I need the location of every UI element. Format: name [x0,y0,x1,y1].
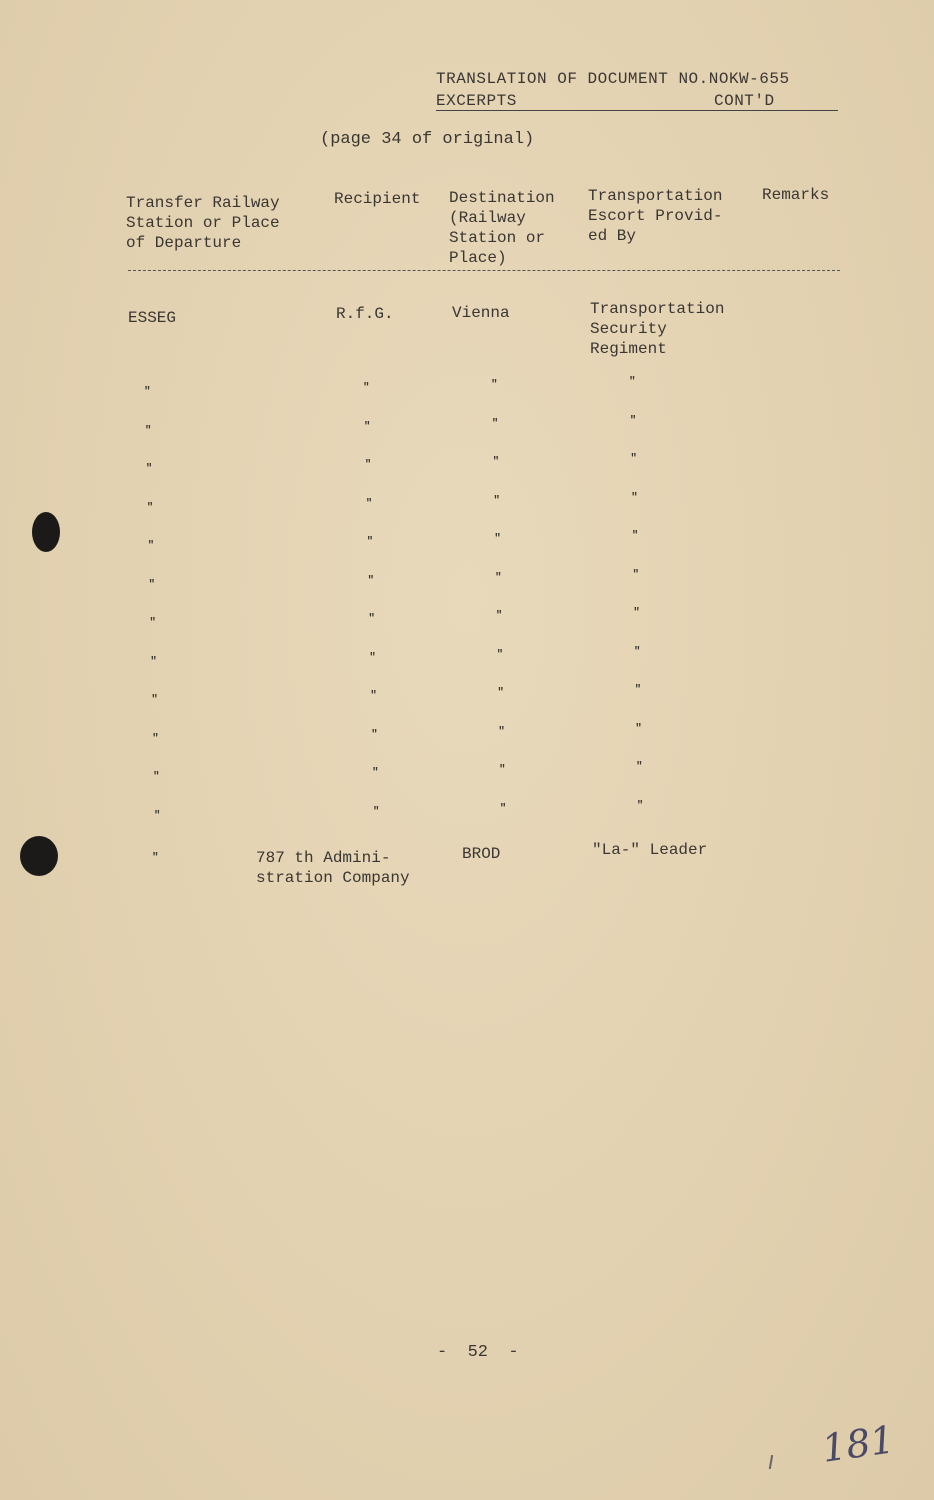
ditto-destination: " [495,610,503,622]
ditto-destination: " [499,802,507,815]
column-header-recipient: Recipient [334,190,421,208]
ditto-departure: " [144,386,151,398]
ditto-departure: " [146,501,154,514]
ditto-destination: " [492,456,500,468]
ditto-escort: " [636,799,644,812]
page-reference: (page 34 of original) [320,130,535,149]
ditto-escort: " [629,376,636,388]
row1-escort: Transportation Security Regiment [590,300,725,358]
ditto-destination: " [494,533,501,545]
ditto-departure: " [147,540,155,552]
ditto-departure: " [152,732,159,745]
ditto-recipient: " [372,767,379,779]
ditto-escort: " [635,722,642,735]
ditto-escort: " [631,530,639,542]
ditto-destination: " [498,725,505,738]
ditto-recipient: " [368,613,375,625]
handwritten-page-number: 181 [819,1417,898,1471]
ditto-destination: " [499,764,506,776]
ditto-recipient: " [364,459,372,471]
ditto-departure: " [153,809,161,822]
ditto-recipient: " [363,420,371,433]
ditto-escort: " [632,568,640,581]
punch-hole-upper [32,512,60,552]
ditto-destination: " [496,648,504,661]
ditto-recipient: " [370,690,377,702]
row1-recipient: R.f.G. [336,305,394,323]
ditto-destination: " [493,494,500,507]
ditto-recipient: " [366,536,374,548]
header-title: TRANSLATION OF DOCUMENT NO.NOKW-655 [436,70,790,88]
ditto-recipient: " [363,382,370,394]
ditto-destination: " [495,571,502,584]
column-header-escort: Transportation Escort Provid- ed By [588,187,723,245]
ditto-escort: " [636,761,643,773]
last-row-departure: " [152,852,159,864]
ditto-recipient: " [369,651,376,664]
ditto-departure: " [151,694,158,706]
ditto-departure: " [144,424,152,437]
ditto-escort: " [631,491,638,504]
punch-hole-lower [20,836,58,876]
ditto-destination: " [491,417,499,430]
ditto-recipient: " [367,574,375,587]
header-underline [436,110,838,111]
ditto-escort: " [633,607,640,619]
last-row-recipient: 787 th Admini- stration Company [256,849,410,887]
column-header-remarks: Remarks [762,186,830,204]
ditto-departure: " [145,463,153,475]
ditto-recipient: " [372,805,380,818]
header-divider [128,270,840,271]
ditto-departure: " [153,771,160,783]
header-excerpts: EXCERPTS [436,92,517,110]
last-row-escort: "La-" Leader [592,841,708,859]
ditto-escort: " [634,684,642,696]
row1-destination: Vienna [452,304,510,322]
ditto-escort: " [630,453,637,465]
ditto-departure: " [148,578,156,591]
column-header-destination: Destination (Railway Station or Place) [449,189,555,267]
page-number: - 52 - [437,1343,519,1362]
ditto-recipient: " [365,497,373,510]
ditto-destination: " [497,687,504,699]
ditto-recipient: " [371,728,378,741]
ditto-escort: " [629,414,637,427]
ditto-destination: " [491,379,498,391]
last-row-destination: BROD [462,845,501,863]
column-header-departure: Transfer Railway Station or Place of Departure [126,194,280,252]
row1-departure: ESSEG [128,309,177,327]
ditto-departure: " [149,617,156,629]
ditto-escort: " [633,645,641,658]
ditto-departure: " [150,655,157,668]
header-contd: CONT'D [714,92,775,110]
